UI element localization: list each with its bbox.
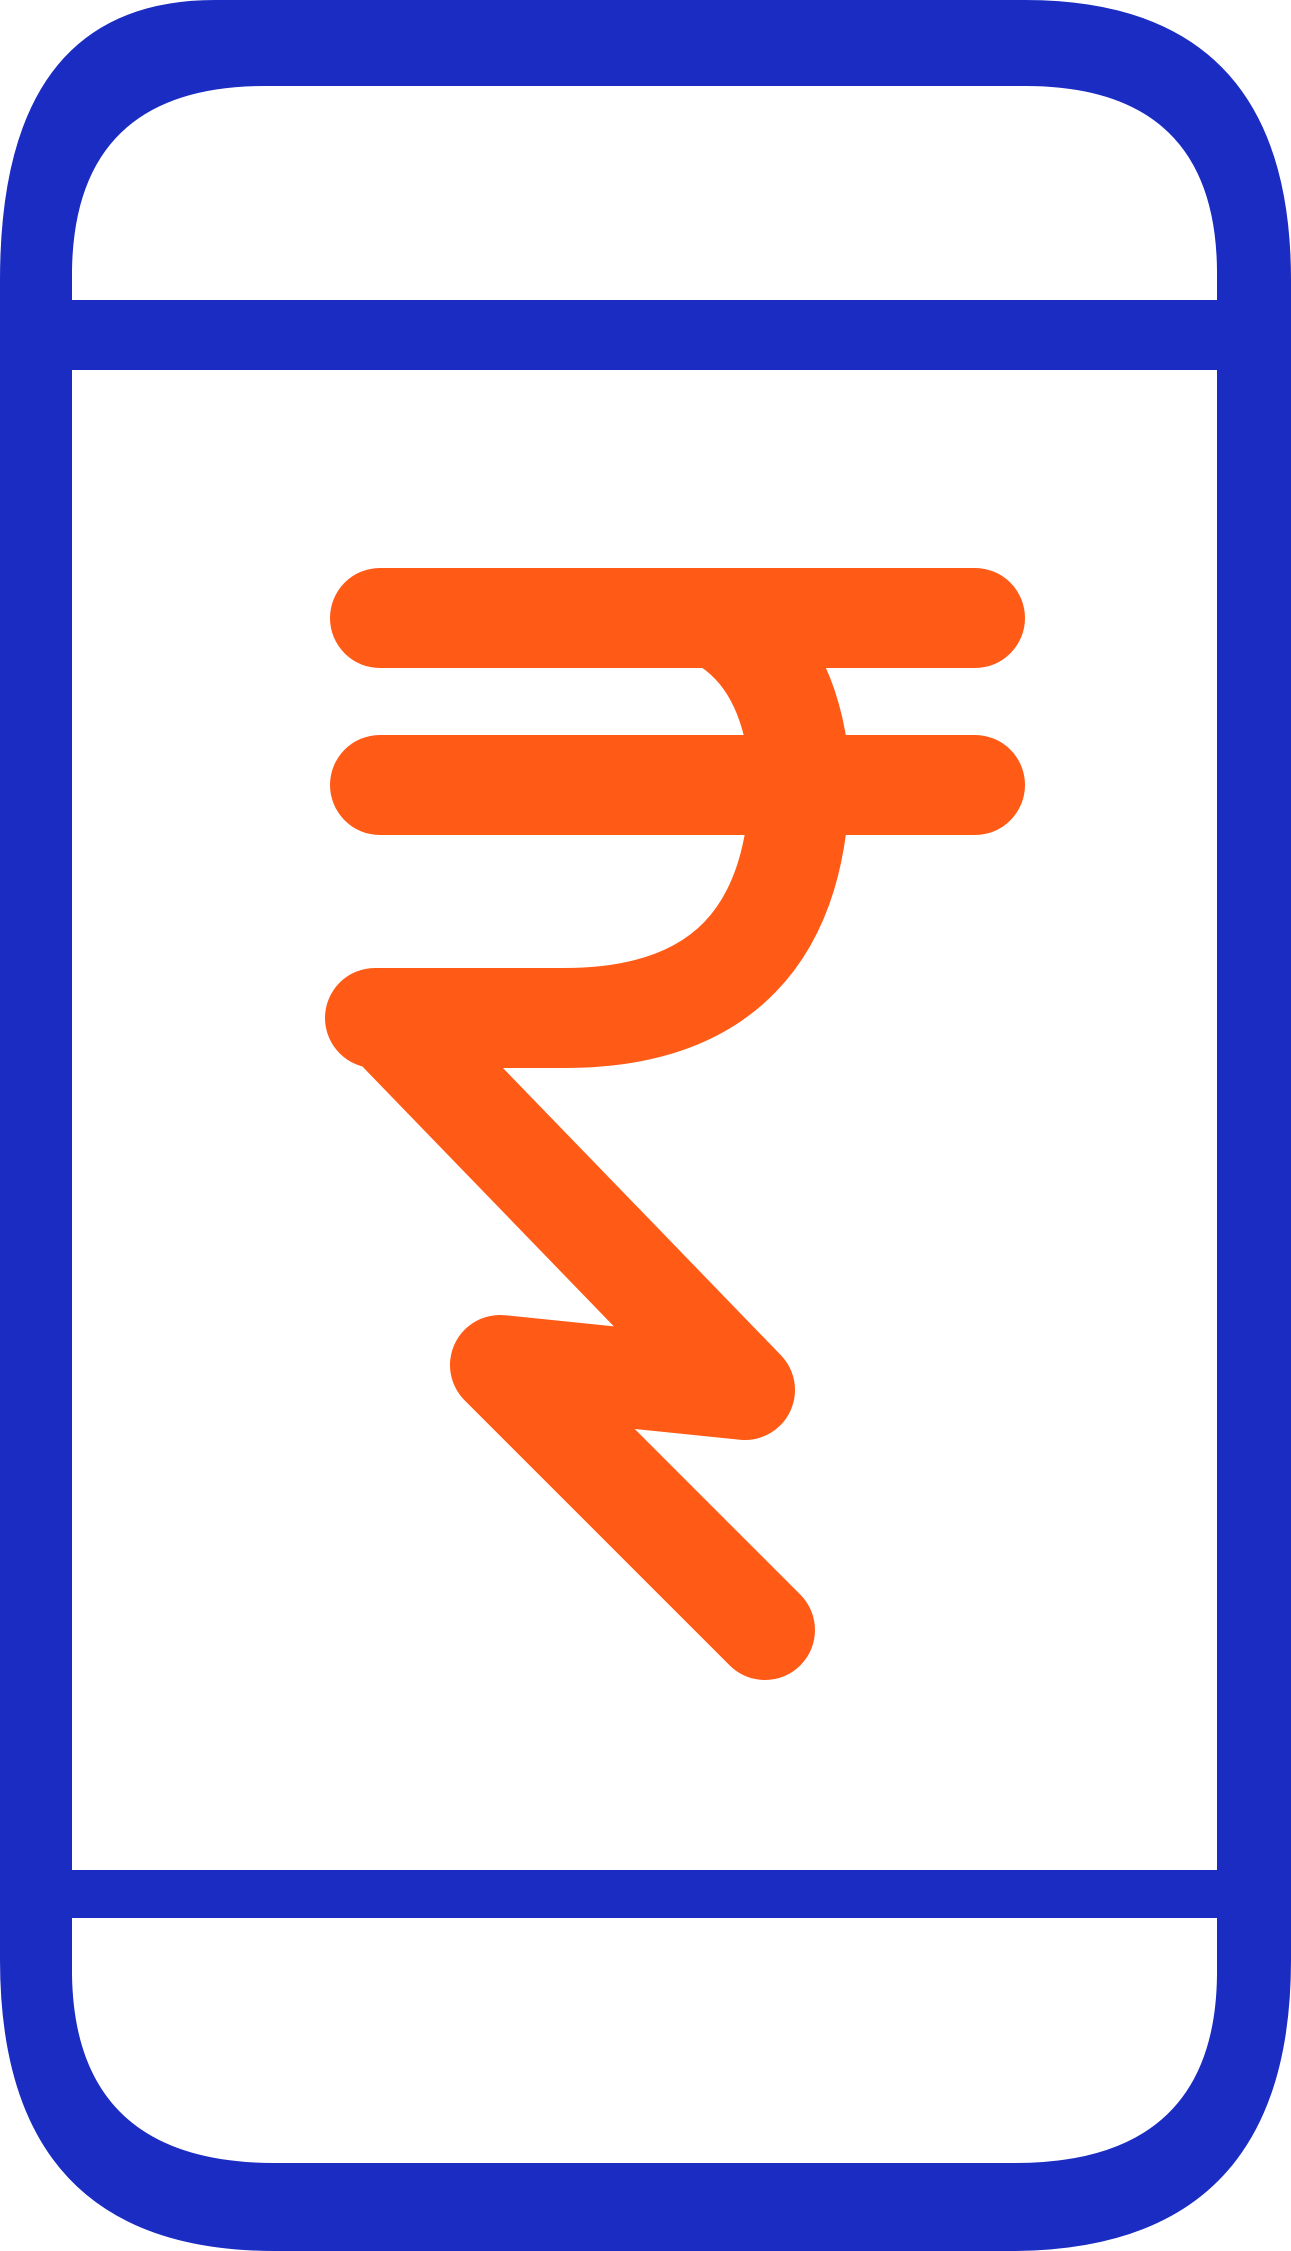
rupee-symbol-icon: [375, 618, 975, 1630]
rupee-leg: [385, 1018, 765, 1630]
